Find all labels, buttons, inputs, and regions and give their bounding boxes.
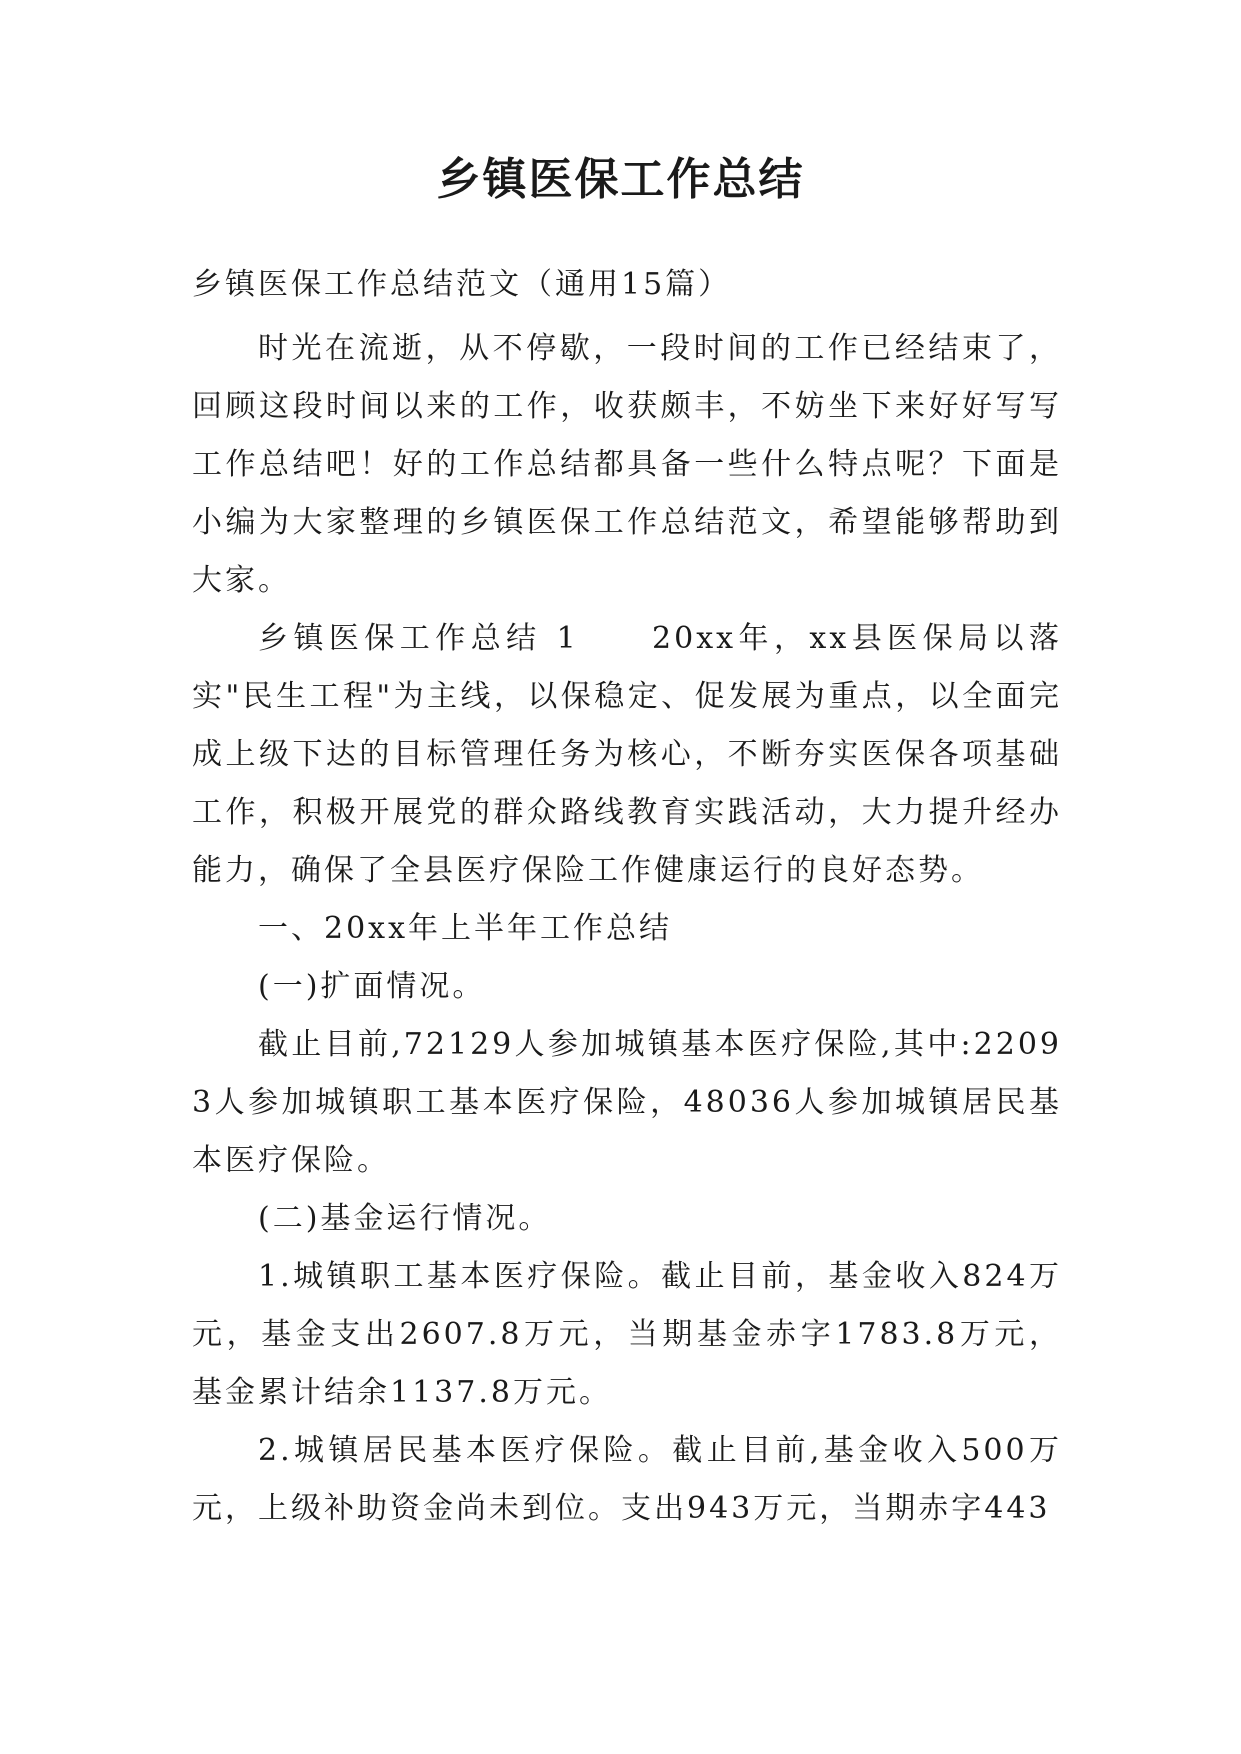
subsection-heading-fund: (二)基金运行情况。 [258,1201,552,1236]
subsection-heading-coverage: (一)扩面情况。 [258,969,486,1004]
section-heading-1: 一、20xx年上半年工作总结 [258,911,673,946]
paragraph-intro: 时光在流逝，从不停歇，一段时间的工作已经结束了，回顾这段时间以来的工作，收获颇丰，不妨坐下来好好写写工作总结吧！好的工作总结都具备一些什么特点呢？下面是小编为大家整理的乡镇医保工作总结范文，希望能够帮助到大家。 [192,331,1062,598]
paragraph-fund-resident: 2.城镇居民基本医疗保险。截止目前,基金收入500万元，上级补助资金尚未到位。支出943万元，当期赤字443 [192,1433,1062,1526]
paragraph-summary-1: 乡镇医保工作总结 1 20xx年，xx县医保局以落实"民生工程"为主线，以保稳定、促发展为重点，以全面完成上级下达的目标管理任务为核心，不断夯实医保各项基础工作，积极开展党的群众路线教育实践活动，大力提升经办能力，确保了全县医疗保险工作健康运行的良好态势。 [192,621,1062,888]
document-body [192,256,1062,1538]
paragraph-fund-employee: 1.城镇职工基本医疗保险。截止目前，基金收入824万元，基金支出2607.8万元，当期基金赤字1783.8万元，基金累计结余1137.8万元。 [192,1259,1062,1410]
document-title: 乡镇医保工作总结 [436,154,805,205]
paragraph-coverage: 截止目前,72129人参加城镇基本医疗保险,其中:22093人参加城镇职工基本医疗保险，48036人参加城镇居民基本医疗保险。 [192,1027,1062,1178]
document-subtitle: 乡镇医保工作总结范文（通用15篇） [192,267,732,302]
